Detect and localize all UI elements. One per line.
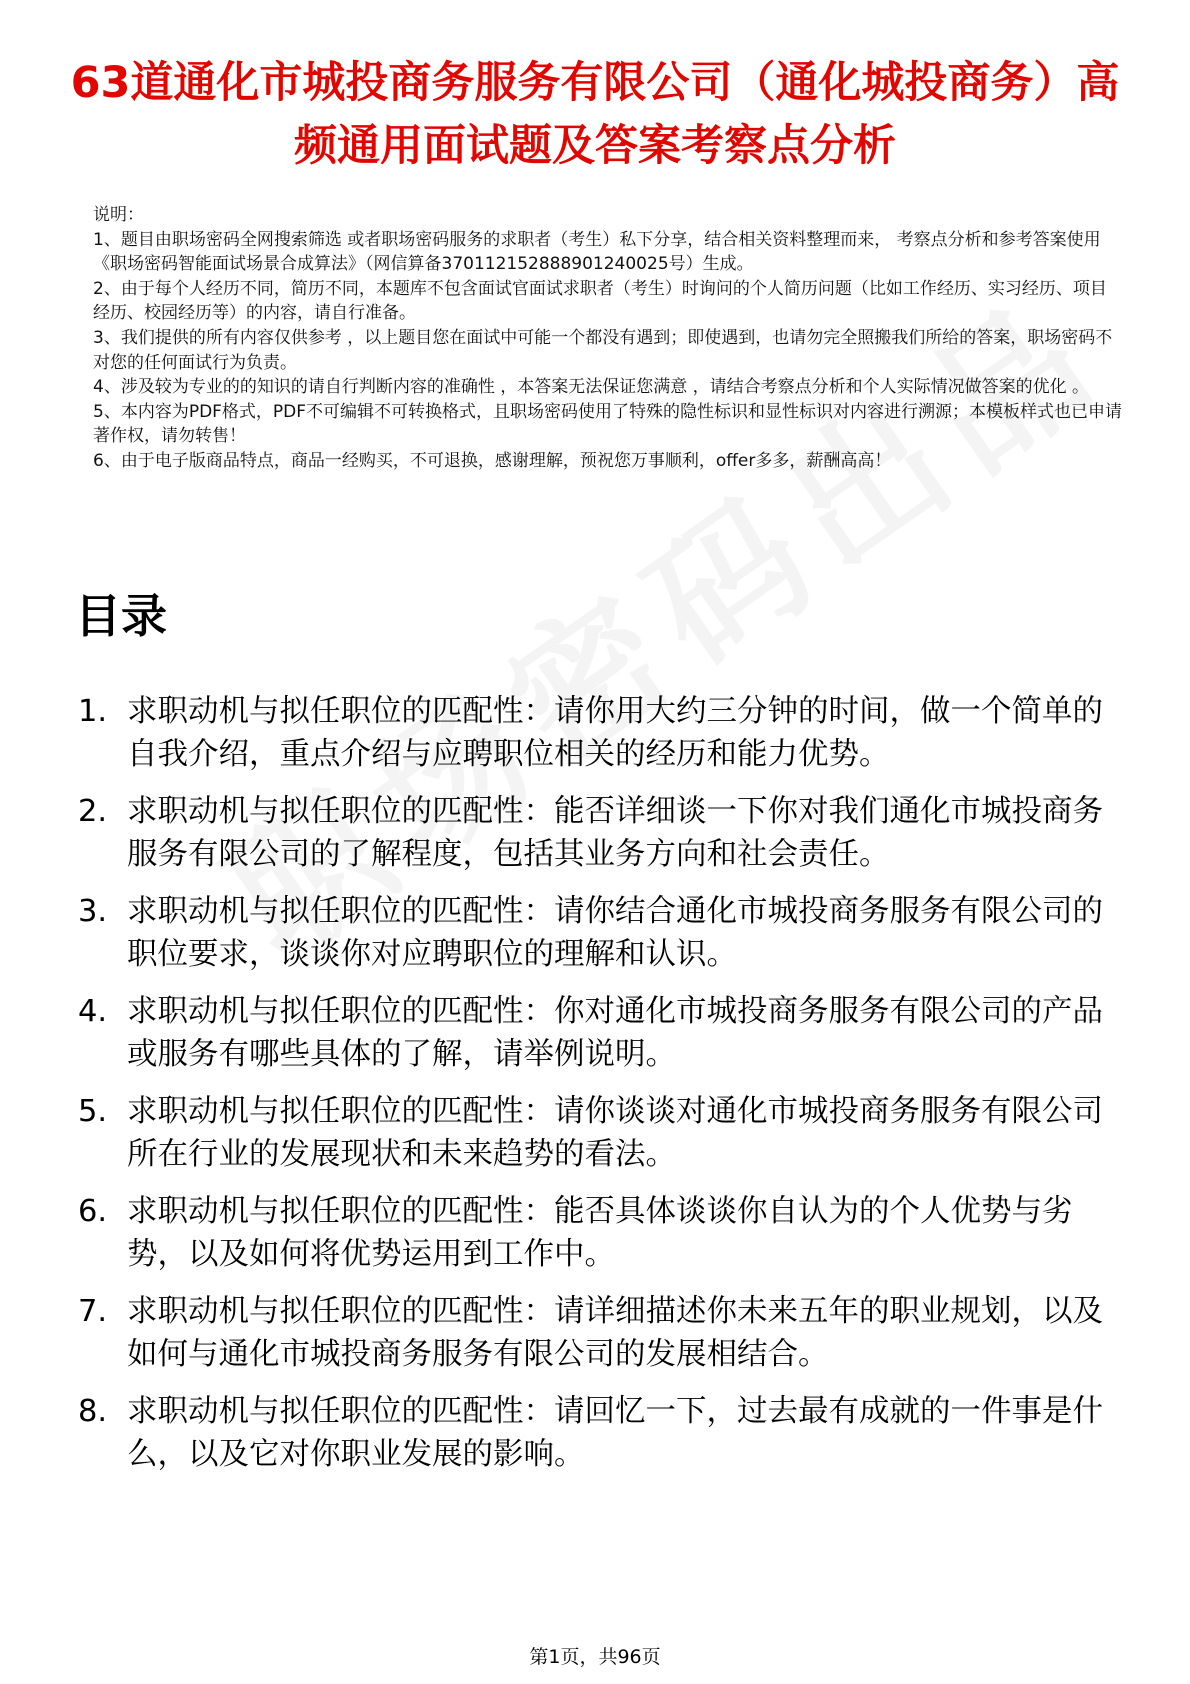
toc-heading: 目录 (75, 589, 167, 643)
toc-item-number: 8. (78, 1394, 108, 1429)
toc-item-text: 求职动机与拟任职位的匹配性：请你谈谈对通化市城投商务服务有限公司所在行业的发展现状和未来趋势的看法。 (127, 1094, 1103, 1172)
toc-item[interactable] (78, 990, 1118, 1076)
toc-item-text: 求职动机与拟任职位的匹配性：能否具体谈谈你自认为的个人优势与劣势，以及如何将优势运用到工作中。 (127, 1194, 1073, 1272)
toc-item-text: 求职动机与拟任职位的匹配性：能否详细谈一下你对我们通化市城投商务服务有限公司的了解程度，包括其业务方向和社会责任。 (127, 794, 1103, 872)
notes-heading: 说明： (93, 205, 144, 225)
toc-item[interactable] (78, 1190, 1118, 1276)
notes-item: 2、由于每个人经历不同，简历不同，本题库不包含面试官面试求职者（考生）时询问的个人简历问题（比如工作经历、实习经历、项目经历、校园经历等）的内容，请自行准备。 (93, 278, 1107, 324)
toc-item-number: 5. (78, 1094, 108, 1129)
toc-item-number: 6. (78, 1194, 108, 1229)
toc-item[interactable] (78, 890, 1118, 976)
toc-item-text: 求职动机与拟任职位的匹配性：请你用大约三分钟的时间，做一个简单的自我介绍，重点介绍与应聘职位相关的经历和能力优势。 (127, 694, 1103, 772)
toc-item-text: 求职动机与拟任职位的匹配性：请你结合通化市城投商务服务有限公司的职位要求，谈谈你对应聘职位的理解和认识。 (127, 894, 1103, 972)
toc-item-number: 4. (78, 994, 108, 1029)
toc-item-number: 7. (78, 1294, 108, 1329)
toc-item-text: 求职动机与拟任职位的匹配性：请回忆一下，过去最有成就的一件事是什么，以及它对你职业发展的影响。 (127, 1394, 1103, 1472)
toc-item[interactable] (78, 1390, 1118, 1476)
notes-item: 4、涉及较为专业的的知识的请自行判断内容的准确性 ，本答案无法保证您满意 ，请结合考察点分析和个人实际情况做答案的优化 。 (93, 377, 1090, 398)
toc-item-number: 2. (78, 794, 108, 829)
toc-item-number: 3. (78, 894, 108, 929)
toc-list (78, 690, 1118, 1490)
toc-item[interactable] (78, 790, 1118, 876)
toc-item[interactable] (78, 1090, 1118, 1176)
toc-item-number: 1. (78, 694, 108, 729)
page-number: 第1页，共96页 (529, 1646, 661, 1668)
notes-item: 5、本内容为PDF格式，PDF不可编辑不可转换格式，且职场密码使用了特殊的隐性标识和显性标识对内容进行溯源；本模板样式也已申请著作权，请勿转售！ (93, 401, 1123, 447)
toc-item-text: 求职动机与拟任职位的匹配性：你对通化市城投商务服务有限公司的产品或服务有哪些具体的了解，请举例说明。 (127, 994, 1103, 1072)
notes-item: 6、由于电子版商品特点，商品一经购买，不可退换，感谢理解，预祝您万事顺利，offer多多，薪酬高高！ (93, 450, 892, 471)
document-title: 63道通化市城投商务服务有限公司（通化城投商务）高频通用面试题及答案考察点分析 (70, 58, 1120, 171)
notes-item: 3、我们提供的所有内容仅供参考 ，以上题目您在面试中可能一个都没有遇到；即使遇到，也请勿完全照搬我们所给的答案，职场密码不对您的任何面试行为负责。 (93, 327, 1113, 373)
disclaimer-notes (93, 203, 1123, 474)
toc-item[interactable] (78, 1290, 1118, 1376)
notes-item: 1、题目由职场密码全网搜索筛选 或者职场密码服务的求职者（考生）私下分享，结合相关资料整理而来， 考察点分析和参考答案使用《职场密码智能面试场景合成算法》（网信算备37011215288890124002​5号）生成。 (93, 229, 1101, 275)
toc-item-text: 求职动机与拟任职位的匹配性：请详细描述你未来五年的职业规划，以及如何与通化市城投商务服务有限公司的发展相结合。 (127, 1294, 1103, 1372)
toc-item[interactable] (78, 690, 1118, 776)
